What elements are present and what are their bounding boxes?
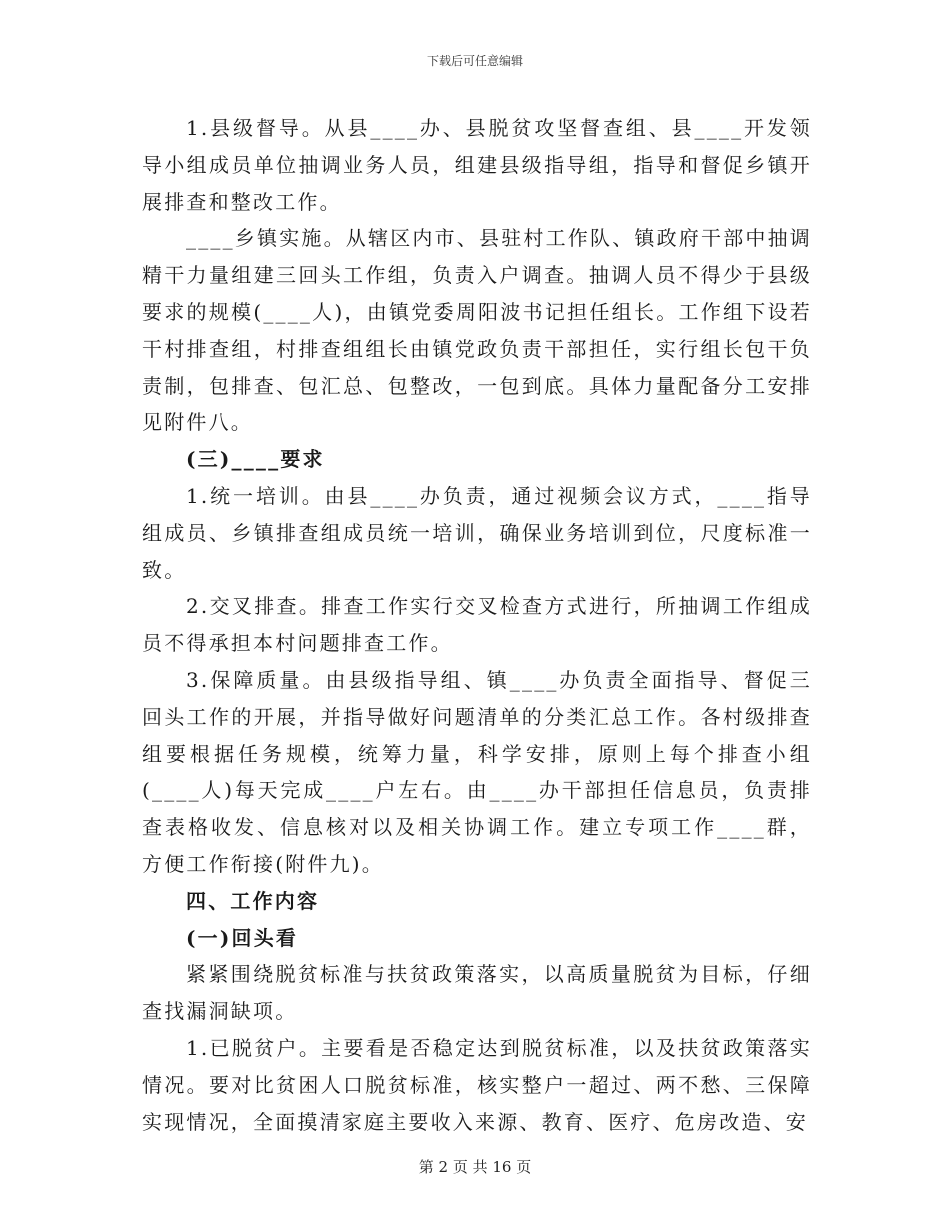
heading-requirements: (三)____要求 xyxy=(186,447,325,472)
heading-work-content: 四、工作内容 xyxy=(186,888,320,913)
paragraph-unified-training: 1.统一培训。由县____办负责，通过视频会议方式，____指导组成员、乡镇排查组成员统一培训，确保业务培训到位，尺度标准一致。 xyxy=(142,483,812,582)
page-header: 下载后可任意编辑 xyxy=(426,54,523,68)
paragraph-cross-check: 2.交叉排查。排查工作实行交叉检查方式进行，所抽调工作组成员不得承担本村问题排查工作。 xyxy=(142,594,812,656)
paragraph-look-back-intro: 紧紧围绕脱贫标准与扶贫政策落实，以高质量脱贫为目标，仔细查找漏洞缺项。 xyxy=(142,962,812,1024)
document-body xyxy=(142,110,812,1140)
paragraph-township-implementation: ____乡镇实施。从辖区内市、县驻村工作队、镇政府干部中抽调精干力量组建三回头工作组，负责入户调查。抽调人员不得少于县级要求的规模(____人)，由镇党委周阳波书记担任组长。工作组下设若干村排查组，村排查组组长由镇党政负责干部担任，实行组长包干负责制，包排查、包汇总、包整改，一包到底。具体力量配备分工安排见附件八。 xyxy=(142,226,812,435)
paragraph-county-supervision: 1.县级督导。从县____办、县脱贫攻坚督查组、县____开发领导小组成员单位抽调业务人员，组建县级指导组，指导和督促乡镇开展排查和整改工作。 xyxy=(142,116,812,214)
paragraph-poverty-exited-households: 1.已脱贫户。主要看是否稳定达到脱贫标准，以及扶贫政策落实情况。要对比贫困人口脱贫标准，核实整户一超过、两不愁、三保障实现情况，全面摸清家庭主要收入来源、教育、医疗、危房改造、安 xyxy=(142,1035,812,1134)
page-number: 第 2 页 共 16 页 xyxy=(418,1158,532,1176)
heading-look-back: (一)回头看 xyxy=(186,925,299,950)
paragraph-quality-assurance: 3.保障质量。由县级指导组、镇____办负责全面指导、督促三回头工作的开展，并指导做好问题清单的分类汇总工作。各村级排查组要根据任务规模，统筹力量，科学安排，原则上每个排查小组(____人)每天完成____户左右。由____办干部担任信息员，负责排查表格收发、信息核对以及相关协调工作。建立专项工作____群，方便工作衔接(附件九)。 xyxy=(142,667,812,876)
